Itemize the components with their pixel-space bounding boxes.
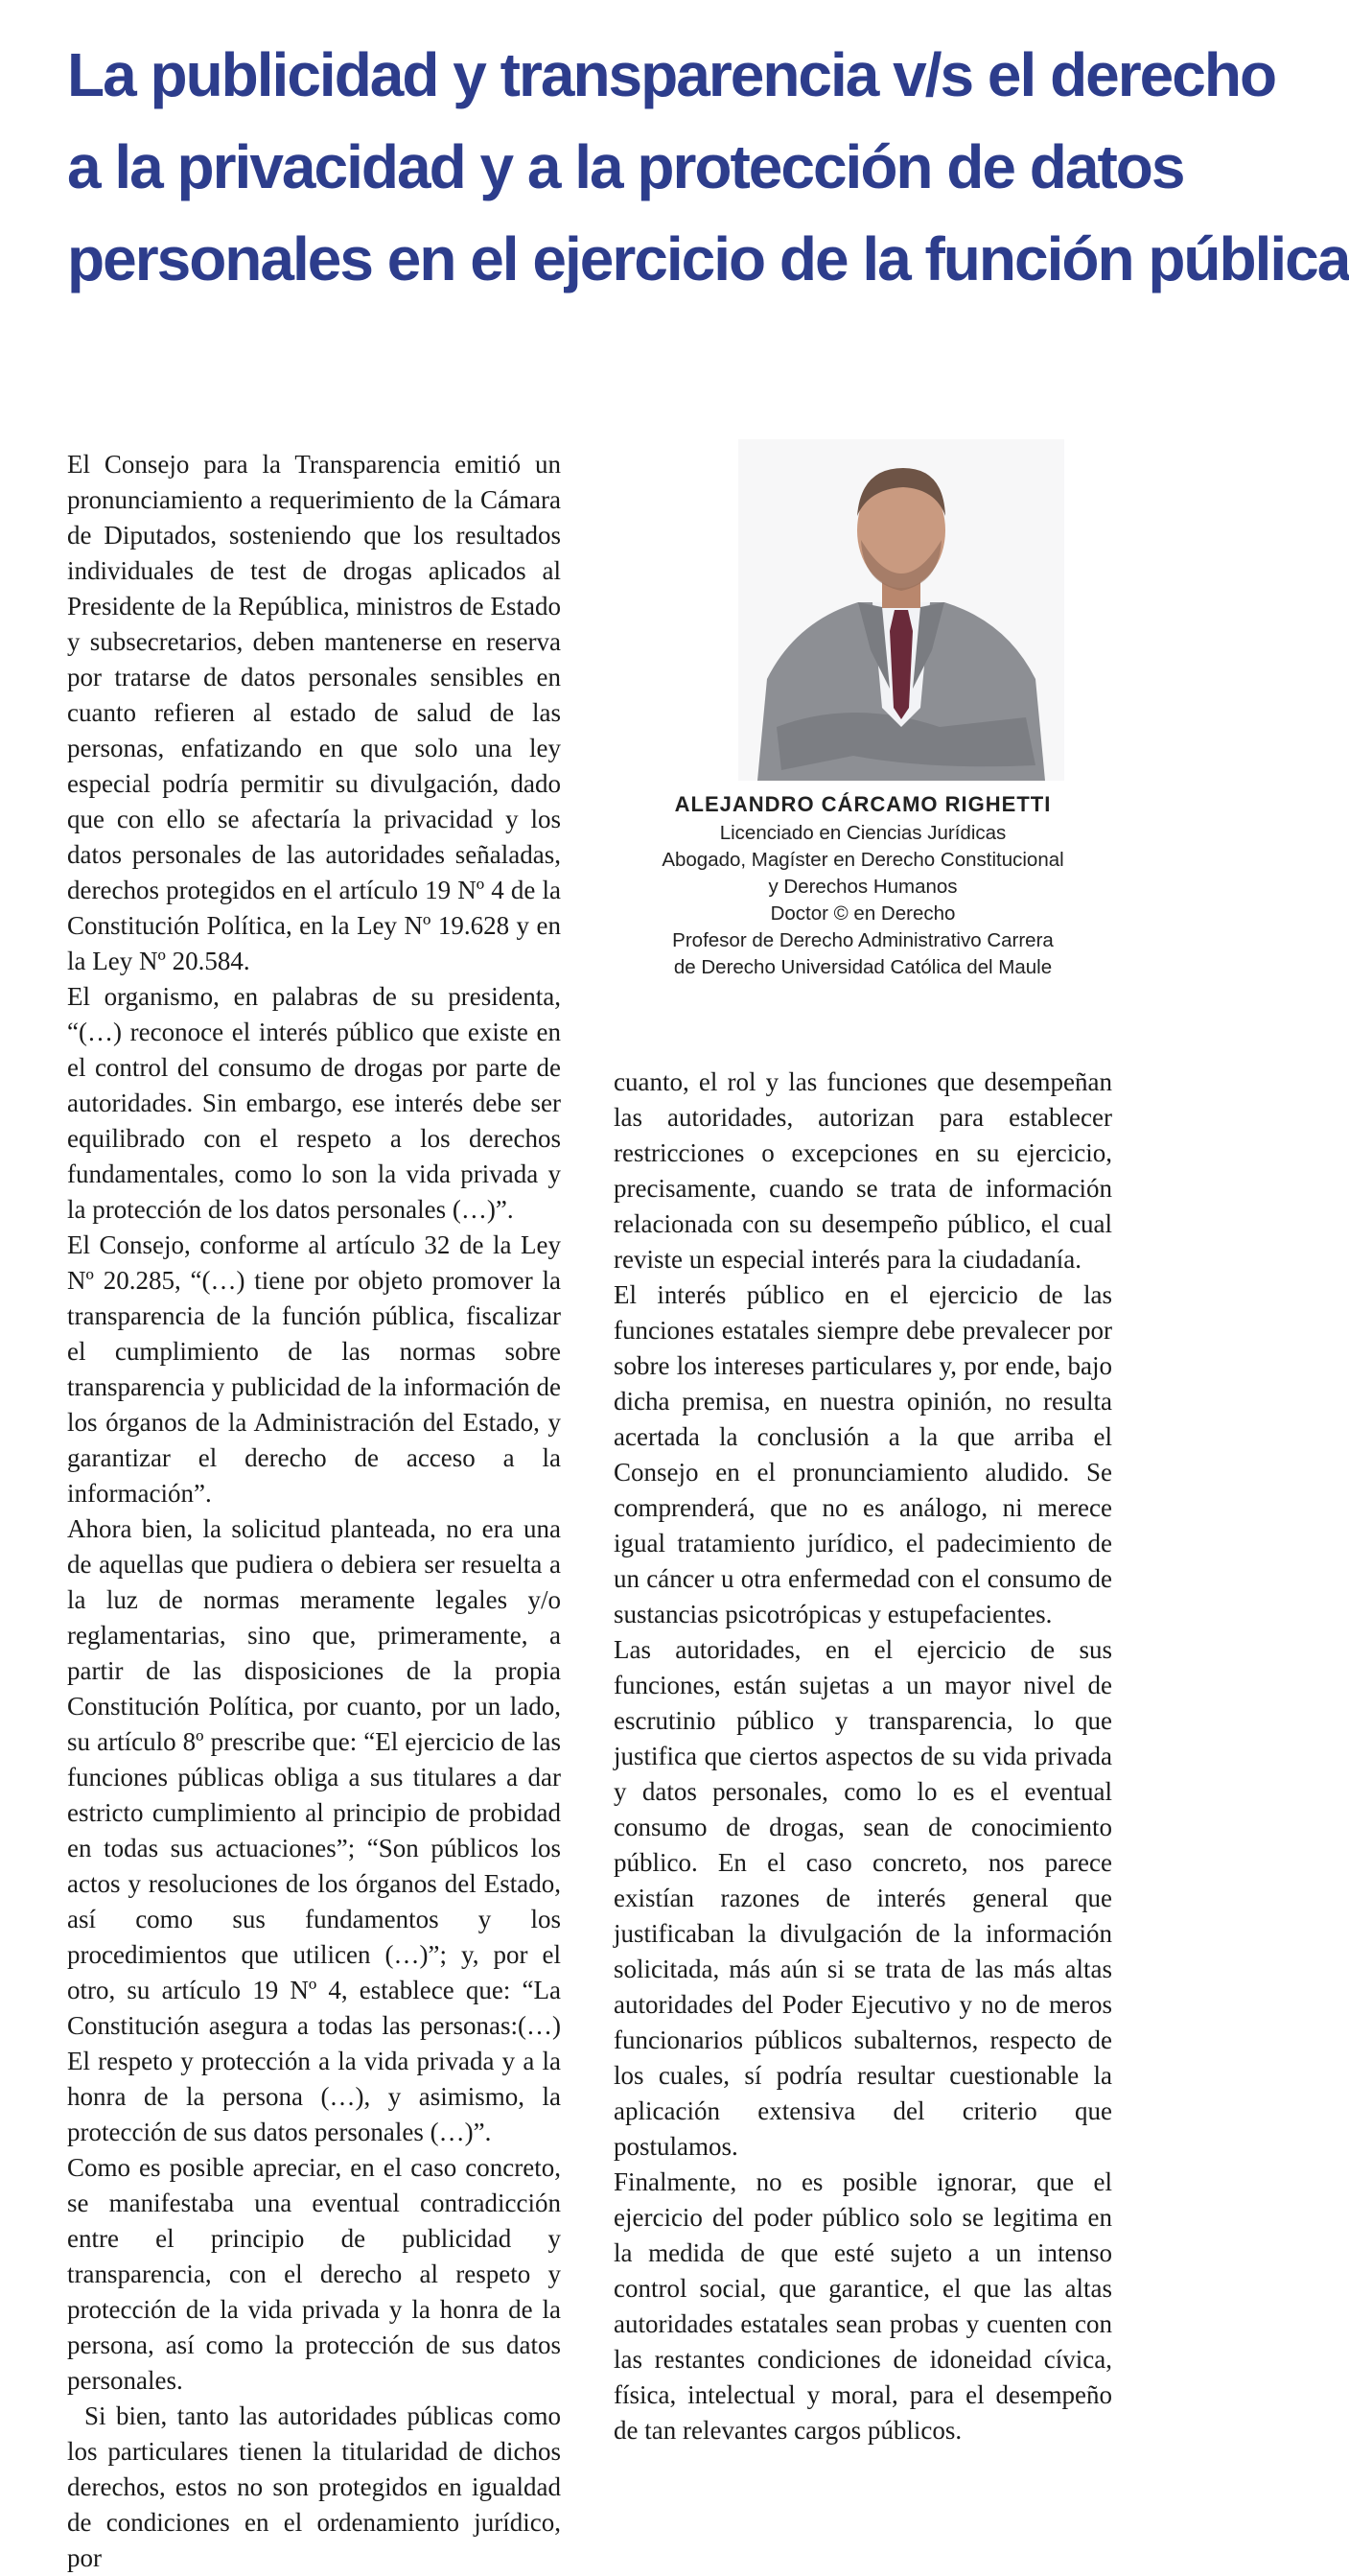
author-credential: Doctor © en Derecho	[770, 902, 956, 925]
paragraph: El organismo, en palabras de su presidenta, “(…) reconoce el interés público que existe en el control del consumo de drogas por parte de autoridades. Sin embargo, ese interés debe ser equilibrado con el respeto a los derechos fundamentales, como lo son la vida privada y la protección de los datos personales (…)”.	[67, 982, 561, 1224]
author-credential: y Derechos Humanos	[768, 876, 958, 898]
author-photo	[738, 439, 1064, 781]
paragraph: Ahora bien, la solicitud planteada, no era una de aquellas que pudiera o debiera ser resuelta a la luz de normas meramente legales y/o reglamentarias, sino que, primeramente, a partir de las disposiciones de la propia Constitución Política, por cuanto, por un lado, su artículo 8º prescribe que: “El ejercicio de las funciones públicas obliga a sus titulares a dar estricto cumplimiento al principio de probidad en todas sus actuaciones”; “Son públicos los actos y resoluciones de los órganos del Estado, así como sus fundamentos y los procedimientos que utilicen (…)”; y, por el otro, su artículo 19 Nº 4, establece que: “La Constitución asegura a todas las personas:(…) El respeto y protección a la vida privada y a la honra de la persona (…), y asimismo, la protección de sus datos personales (…)”.	[67, 1514, 561, 2146]
paragraph: cuanto, el rol y las funciones que desempeñan las autoridades, autorizan para establecer restricciones o excepciones en su ejercicio, precisamente, cuando se trata de información relacionada con su desempeño público, el cual reviste un especial interés para la ciudadanía.	[614, 1067, 1112, 1274]
paragraph: Si bien, tanto las autoridades públicas como los particulares tienen la titularidad de dichos derechos, estos no son protegidos en igualdad de condiciones en el ordenamiento jurídico, por	[67, 2401, 561, 2572]
body-column-left	[67, 447, 561, 2576]
headline-line: a la privacidad y a la protección de datos	[67, 132, 1184, 201]
paragraph: El Consejo, conforme al artículo 32 de la Ley Nº 20.285, “(…) tiene por objeto promover la transparencia de la función pública, fiscalizar el cumplimiento de las normas sobre transparencia y publicidad de la información de los órganos de la Administración del Estado, y garantizar el derecho de acceso a la información”.	[67, 1230, 561, 1508]
body-column-right	[614, 1065, 1112, 2448]
author-credential: de Derecho Universidad Católica del Maule	[673, 956, 1053, 978]
author-credential: Abogado, Magíster en Derecho Constitucional	[662, 849, 1064, 871]
paragraph: Las autoridades, en el ejercicio de sus funciones, están sujetas a un mayor nivel de escrutinio público y transparencia, lo que justifica que ciertos aspectos de su vida privada y datos personales, como lo es el eventual consumo de drogas, sean de conocimiento público. En el caso concreto, nos parece existían razones de interés general que justificaban la divulgación de la información solicitada, más aún si se trata de las más altas autoridades del Poder Ejecutivo y no de meros funcionarios públicos subalternos, respecto de los cuales, sí podría resultar cuestionable la aplicación extensiva del criterio que postulamos.	[614, 1635, 1112, 2161]
paragraph: Como es posible apreciar, en el caso concreto, se manifestaba una eventual contradicción entre el principio de publicidad y transparencia, con el derecho al respeto y protección de la vida privada y la honra de la persona, así como la protección de sus datos personales.	[67, 2153, 561, 2395]
author-name: ALEJANDRO CÁRCAMO RIGHETTI	[674, 792, 1052, 816]
paragraph: Finalmente, no es posible ignorar, que el ejercicio del poder público solo se legitima en la medida de que esté sujeto a un intenso control social, que garantice, el que las altas autoridades estatales sean probas y cuenten con las restantes condiciones de idoneidad cívica, física, intelectual y moral, para el desempeño de tan relevantes cargos públicos.	[614, 2167, 1112, 2445]
headline-line: personales en el ejercicio de la función pública	[67, 224, 1349, 293]
author-portrait-illustration	[738, 439, 1064, 781]
paragraph: El Consejo para la Transparencia emitió un pronunciamiento a requerimiento de la Cámara de Diputados, sosteniendo que los resultados individuales de test de drogas aplicados al Presidente de la República, ministros de Estado y subsecretarios, deben mantenerse en reserva por tratarse de datos personales sensibles en cuanto refieren al estado de salud de las personas, enfatizando en que solo una ley especial podría permitir su divulgación, dado que con ello se afectaría la privacidad y los datos personales de las autoridades señaladas, derechos protegidos en el artículo 19 Nº 4 de la Constitución Política, en la Ley Nº 19.628 y en la Ley Nº 20.584.	[67, 450, 561, 975]
author-bio	[614, 791, 1112, 981]
paragraph: El interés público en el ejercicio de las funciones estatales siempre debe prevalecer por sobre los intereses particulares y, por ende, bajo dicha premisa, en nuestra opinión, no resulta acertada la conclusión a la que arriba el Consejo en el pronunciamiento aludido. Se comprenderá, que no es análogo, ni merece igual tratamiento jurídico, el padecimiento de un cáncer u otra enfermedad con el consumo de sustancias psicotrópicas y estupefacientes.	[614, 1280, 1112, 1628]
author-credential: Licenciado en Ciencias Jurídicas	[719, 822, 1007, 844]
headline-line: La publicidad y transparencia v/s el derecho	[67, 40, 1276, 109]
article-headline	[67, 29, 1349, 305]
author-credential: Profesor de Derecho Administrativo Carrera	[672, 929, 1054, 951]
